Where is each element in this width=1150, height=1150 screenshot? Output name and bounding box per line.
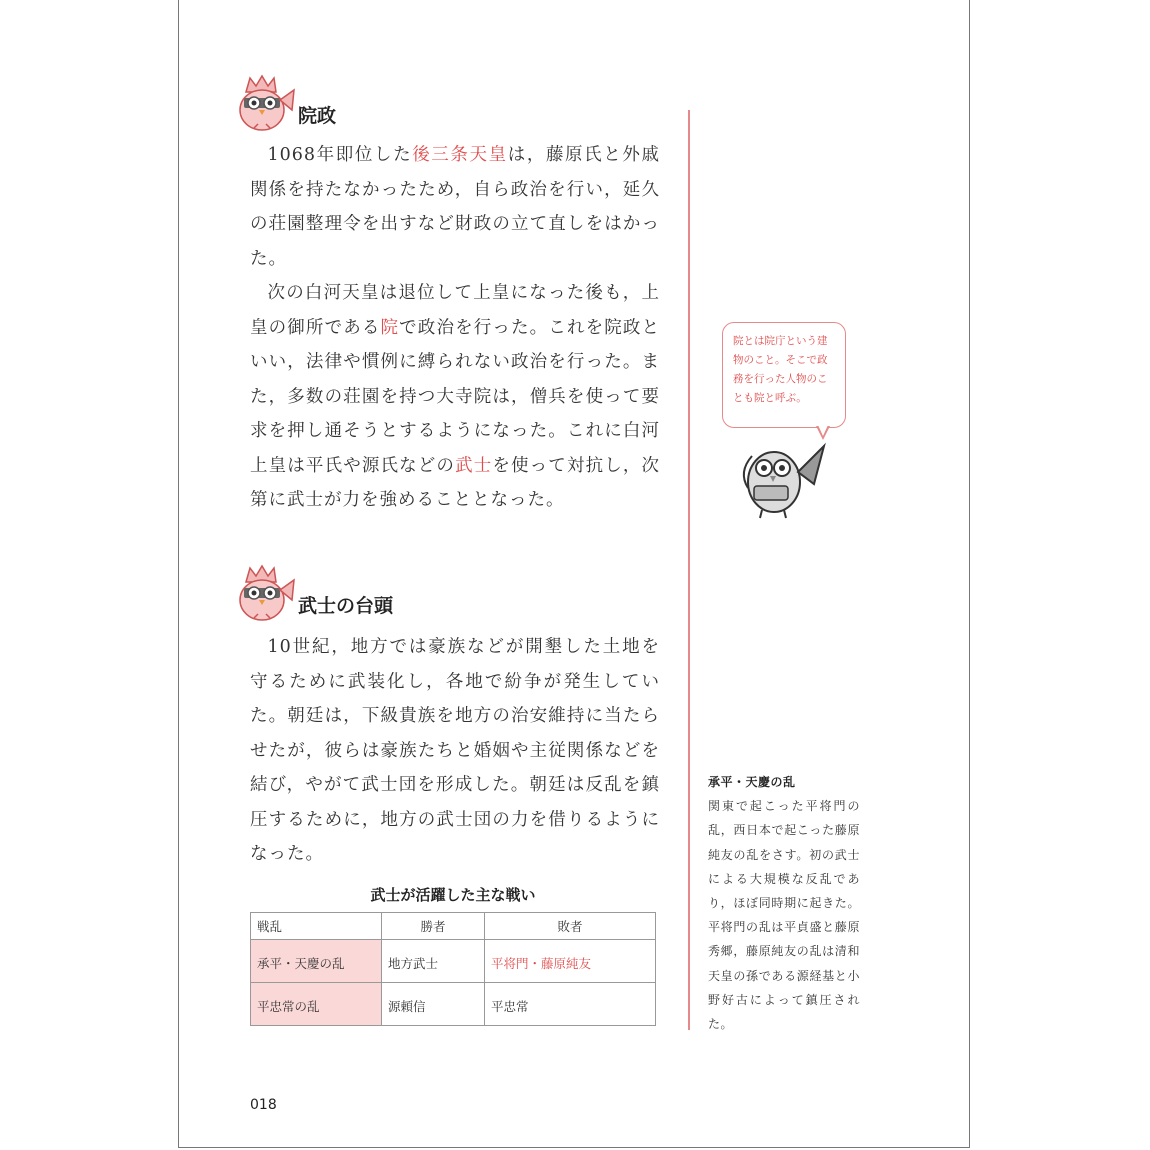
keyword-highlight: 後三条天皇	[412, 145, 508, 165]
column-header: 戦乱	[251, 913, 382, 940]
table-caption: 武士が活躍した主な戦い	[370, 886, 536, 904]
war-cell: 平忠常の乱	[251, 983, 382, 1026]
keyword-highlight: 院	[380, 317, 400, 338]
winner-cell: 源頼信	[382, 983, 485, 1026]
speech-bubble: 院とは院庁という建物のこと。そこで政務を行った人物のことも院と呼ぶ。	[722, 322, 846, 428]
section2-body	[250, 630, 660, 872]
section-title: 院政	[298, 105, 337, 127]
column-header: 敗者	[485, 913, 656, 940]
section-heading-insei	[232, 70, 336, 134]
table-header-row	[251, 913, 656, 940]
winner-cell: 地方武士	[382, 940, 485, 983]
owl-character-icon	[728, 432, 832, 520]
owl-mascot-icon	[232, 560, 304, 624]
margin-divider	[688, 110, 690, 1030]
section-heading-bushi	[232, 560, 393, 624]
loser-cell: 平将門・藤原純友	[485, 940, 656, 983]
paragraph: 次の白河天皇は退位して上皇になった後も，上皇の御所である院で政治を行った。これを院政といい，法律や慣例に縛られない政治を行った。また，多数の荘園を持つ大寺院は，僧兵を使って要求を押し通そうとするようになった。これに白河上皇は平氏や源氏などの武士を使って対抗し，次第に武士が力を強めることとなった。	[250, 283, 661, 510]
page-number: 018	[250, 1097, 277, 1113]
battles-table	[250, 912, 656, 1026]
paragraph: 10世紀，地方では豪族などが開墾した土地を守るために武装化し，各地で紛争が発生していた。朝廷は，下級貴族を地方の治安維持に当たらせたが，彼らは豪族たちと婚姻や主従関係などを結び，やがて武士団を形成した。朝廷は反乱を鎮圧するために，地方の武士団の力を借りるようになった。	[250, 637, 660, 864]
side-note	[708, 770, 860, 1036]
paragraph: 1068年即位した後三条天皇は，藤原氏と外戚関係を持たなかったため，自ら政治を行い，延久の荘園整理令を出すなど財政の立て直しをはかった。	[250, 145, 660, 269]
table-row	[251, 983, 656, 1026]
side-note-body: 関東で起こった平将門の乱，西日本で起こった藤原純友の乱をさす。初の武士による大規模な反乱であり，ほぼ同時期に起きた。平将門の乱は平貞盛と藤原秀郷，藤原純友の乱は清和天皇の孫である源経基と小野好古によって鎮圧された。	[708, 799, 860, 1032]
section-title: 武士の台頭	[298, 595, 394, 617]
war-cell: 承平・天慶の乱	[251, 940, 382, 983]
table-row	[251, 940, 656, 983]
side-note-title: 承平・天慶の乱	[708, 775, 796, 789]
section1-body	[250, 138, 660, 518]
keyword-highlight: 武士	[455, 455, 493, 476]
column-header: 勝者	[382, 913, 485, 940]
loser-cell: 平忠常	[485, 983, 656, 1026]
owl-mascot-icon	[232, 70, 304, 134]
